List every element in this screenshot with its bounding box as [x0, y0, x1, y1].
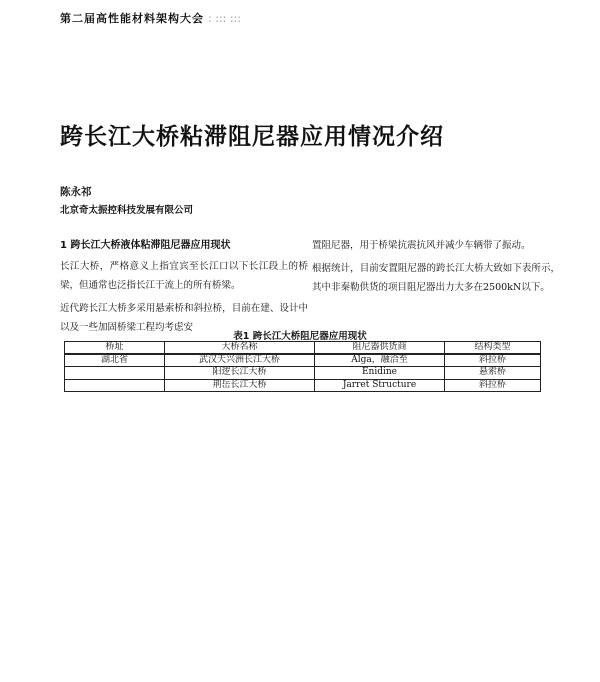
author: 陈永祁: [60, 186, 92, 198]
page-title: 跨长江大桥粘滞阻尼器应用情况介绍: [60, 124, 444, 150]
paragraph-3: 置阻尼器，用于桥梁抗震抗风并减少车辆带了振动。: [312, 240, 531, 251]
header-type: 结构类型: [445, 342, 541, 355]
cell-supplier: Jarret Structure: [315, 379, 445, 391]
cell-bridge: 阳逻长江大桥: [165, 367, 315, 379]
cell-bridge: 荆岳长江大桥: [165, 379, 315, 391]
cell-supplier: Alga，融洽至: [315, 354, 445, 367]
table-row: [65, 354, 541, 367]
cell-bridge: 武汉天兴洲长江大桥: [165, 354, 315, 367]
paragraph-4: 根据统计，目前安置阻尼器的跨长江大桥大致如下表所示，其中非秦勒供货的项目阻尼器出力大多在2500kN以下。: [312, 263, 560, 293]
table-caption: 表1 跨长江大桥阻尼器应用现状: [233, 331, 367, 342]
column-left: [60, 236, 308, 341]
header-bridge: 大桥名称: [165, 342, 315, 355]
cell-type: 斜拉桥: [445, 379, 541, 391]
cell-location: 湖北省: [65, 354, 165, 367]
header-supplier: 阻尼器供货商: [315, 342, 445, 355]
header-location: 桥址: [65, 342, 165, 355]
cell-location: [65, 379, 165, 391]
paragraph-1: 长江大桥，严格意义上指宜宾至长江口以下长江段上的桥梁，但通常也泛指长江干流上的所有桥梁。: [60, 261, 308, 291]
column-right: [312, 236, 560, 301]
table-row: [65, 379, 541, 391]
affiliation: 北京奇太振控科技发展有限公司: [60, 205, 194, 216]
table-header-row: [65, 342, 541, 355]
table-row: [65, 367, 541, 379]
paragraph-2: 近代跨长江大桥多采用悬索桥和斜拉桥，目前在建、设计中以及一些加固桥梁工程均考虑安: [60, 303, 308, 333]
running-head: 第二届高性能材料架构大会 : ::: :::: [60, 12, 241, 25]
cell-type: 悬索桥: [445, 367, 541, 379]
cell-location: [65, 367, 165, 379]
section-heading: 1 跨长江大桥液体粘滞阻尼器应用现状: [60, 240, 231, 251]
cell-type: 斜拉桥: [445, 354, 541, 367]
bridge-damper-table: [64, 341, 541, 392]
cell-supplier: Enidine: [315, 367, 445, 379]
